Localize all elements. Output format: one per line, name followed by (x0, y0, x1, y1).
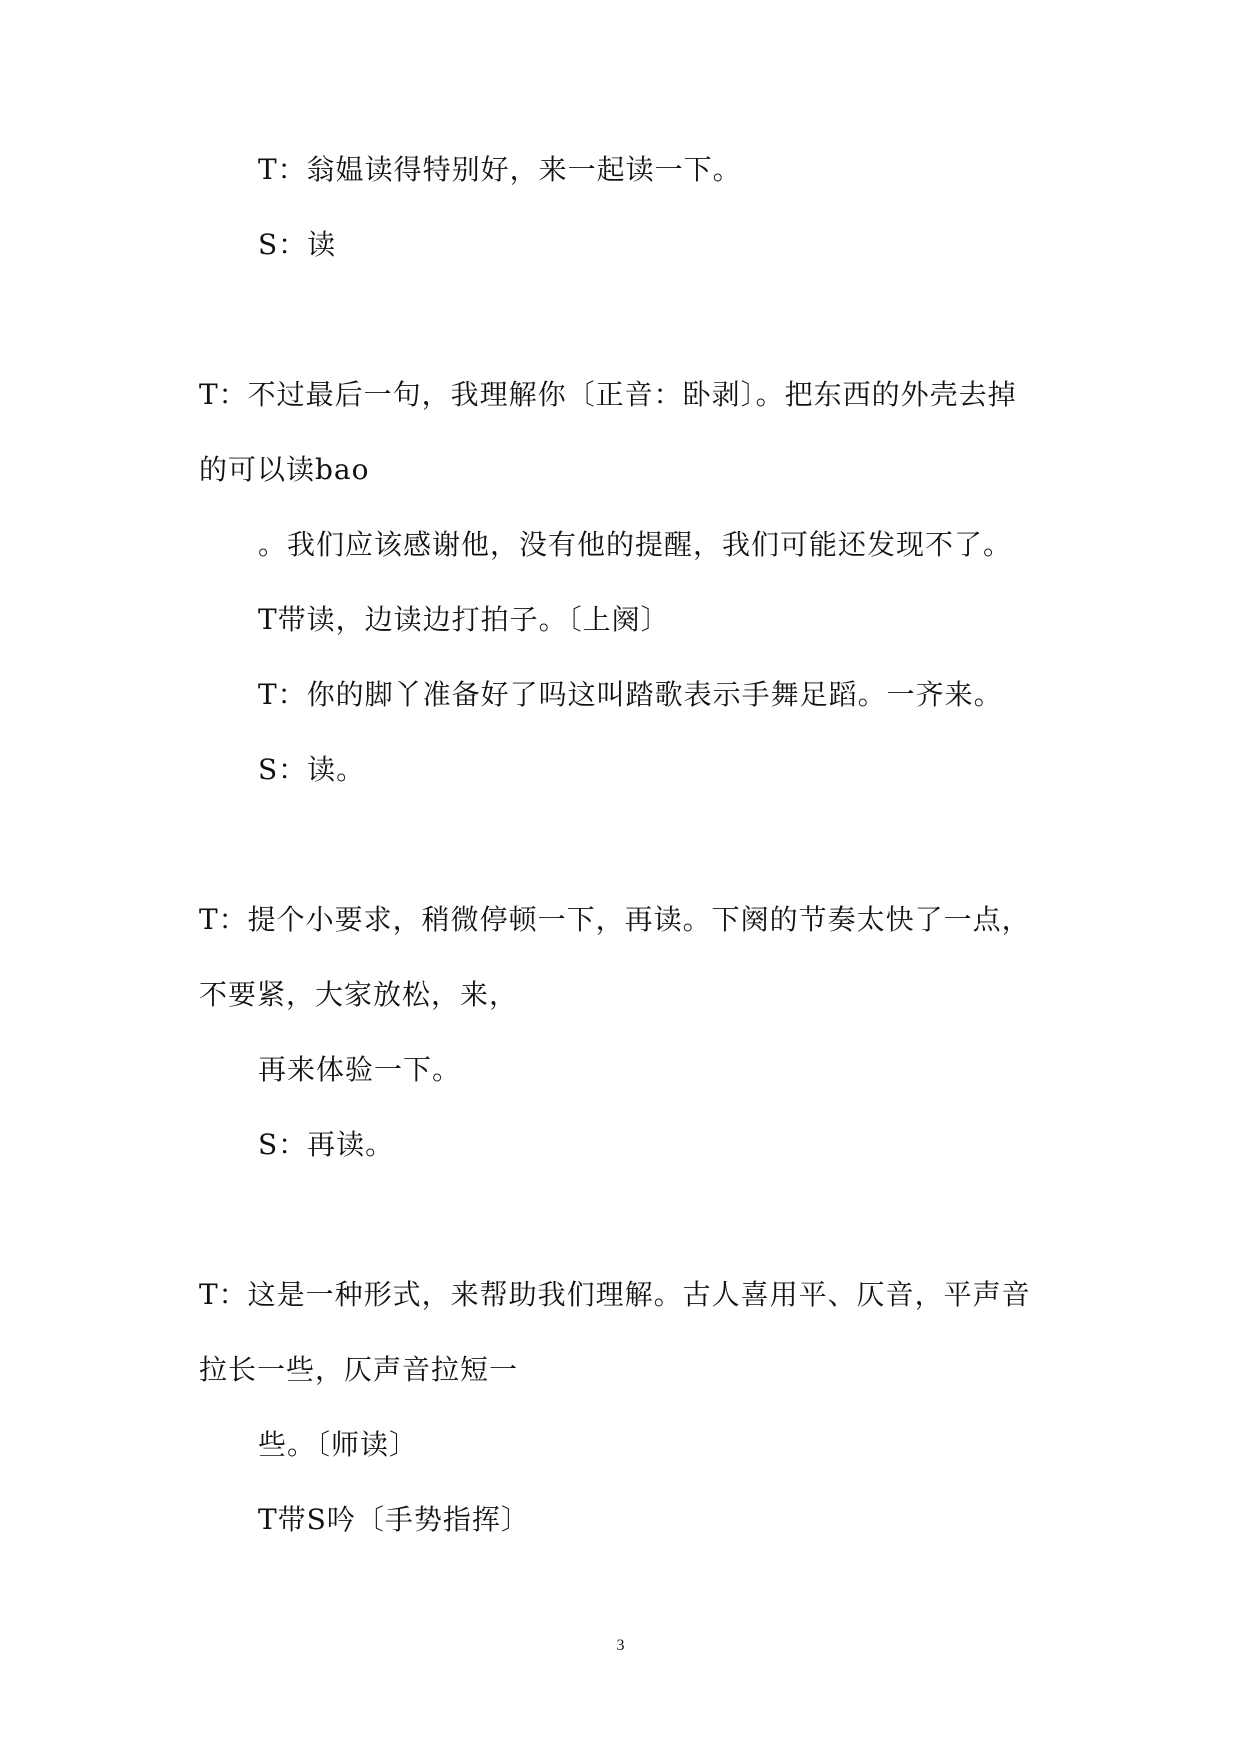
text-line: 再来体验一下。 (258, 1053, 462, 1086)
text-line: S：读 (258, 228, 337, 261)
text-line: T：翁媪读得特别好，来一起读一下。 (258, 153, 742, 186)
text-line: T：提个小要求，稍微停顿一下，再读。下阕的节奏太快了一点， (199, 903, 1031, 936)
text-line: 的可以读bao (199, 453, 370, 486)
text-line: T带S吟〔手势指挥〕 (258, 1503, 530, 1536)
text-line: 不要紧，大家放松，来， (199, 978, 519, 1011)
text-line: T带读，边读边打拍子。〔上阕〕 (258, 603, 670, 636)
text-line: 些。〔师读〕 (258, 1428, 419, 1461)
text-line: 。我们应该感谢他，没有他的提醒，我们可能还发现不了。 (258, 528, 1013, 561)
text-line: T：这是一种形式，来帮助我们理解。古人喜用平、仄音，平声音 (199, 1278, 1031, 1311)
text-line: 拉长一些，仄声音拉短一 (199, 1353, 519, 1386)
text-line: S：读。 (258, 753, 366, 786)
text-line: T：你的脚丫准备好了吗这叫踏歌表示手舞足蹈。一齐来。 (258, 678, 1003, 711)
text-line: T：不过最后一句，我理解你〔正音：卧剥〕。把东西的外壳去掉 (199, 378, 1017, 411)
text-line: S：再读。 (258, 1128, 395, 1161)
page-number: 3 (616, 1637, 625, 1654)
